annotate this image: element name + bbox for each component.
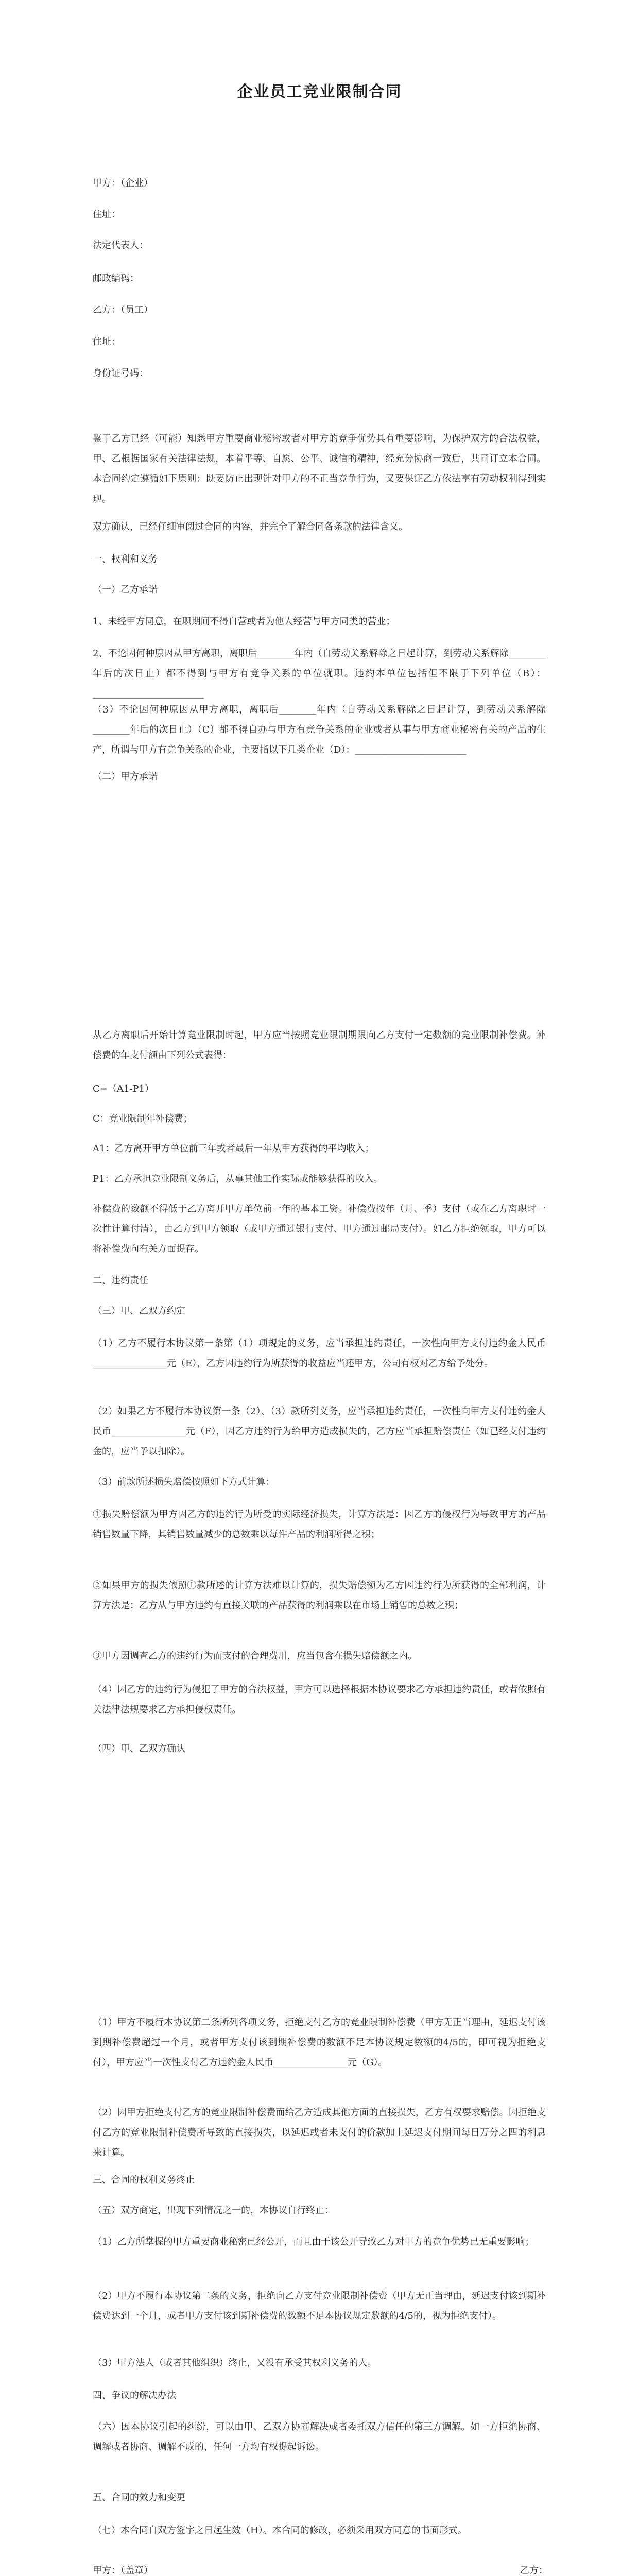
preamble-paragraph: 鉴于乙方已经（可能）知悉甲方重要商业秘密或者对甲方的竞争优势具有重要影响，为保护双方的合法权益，甲、乙根据国家有关法律法规，本着平等、自愿、公平、诚信的精神，经充分协商一致后，共同订立本合同。本合同约定遵循如下原则：既要防止出现针对甲方的不正当竞争行为，又要保证乙方依法享有劳动权利得到实现。 bbox=[93, 433, 546, 504]
formula-definition-p1: P1：乙方承担竞业限制义务后，从事其他工作实际或能够获得的收入。 bbox=[93, 1174, 383, 1184]
clause-2-3-calc-1: ①损失赔偿额为甲方因乙方的违约行为所受的实际经济损失，计算方法是：因乙方的侵权行为导致甲方的产品销售数量下降，其销售数量减少的总数乘以每件产品的利润所得之积； bbox=[93, 1509, 546, 1540]
clause-2-3-item-4: （4）因乙方的违约行为侵犯了甲方的合法权益，甲方可以选择根据本协议要求乙方承担违约责任，或者依照有关法律法规要求乙方承担侵权责任。 bbox=[93, 1684, 546, 1715]
clause-3-5-item-1: （1）乙方所掌握的甲方重要商业秘密已经公开，而且由于该公开导致乙方对甲方的竞争优势已无重要影响； bbox=[93, 2236, 534, 2247]
signature-party-a: 甲方：（盖章） bbox=[93, 2565, 153, 2576]
party-b-address: 住址： bbox=[93, 336, 120, 347]
clause-2-3-calc-2: ②如果甲方的损失依照①款所述的计算方法难以计算的，损失赔偿额为乙方因违约行为所获得的全部利润，计算方法是：乙方从与甲方违约有直接关联的产品获得的利润乘以在市场上销售的总数之积； bbox=[93, 1580, 546, 1611]
clause-1-1-item-1: 1、未经甲方同意，在职期间不得自营或者为他人经营与甲方同类的营业； bbox=[93, 616, 395, 627]
clause-2-3-item-1: （1）乙方不履行本协议第一条第（1）项规定的义务，应当承担违约责任，一次性向甲方支付违约金人民币________________元（E），乙方因违约行为所获得的收益应当还甲方，公司有权对乙方给予处分。 bbox=[93, 1338, 546, 1369]
clause-1-1-item-2: 2、不论因何种原因从甲方离职，离职后________年内（自劳动关系解除之日起计算，到劳动关系解除________年后的次日止）都不得到与甲方有竞争关系的单位就职。违约本单位包括但不限于下列单位（B）：________________________ bbox=[93, 648, 546, 699]
clause-3-5-item-3: （3）甲方法人（或者其他组织）终止，又没有承受其权利义务的人。 bbox=[93, 2358, 377, 2368]
clause-2-4-item-1: （1）甲方不履行本协议第二条所列各项义务，拒绝支付乙方的竞业限制补偿费（甲方无正当理由，延迟支付该到期补偿费超过一个月，或者甲方支付该到期补偿费的数额不足本协议规定数额的4/5的，即可视为拒绝支付），甲方应当一次性支付乙方违约金人民币________________元（G）。 bbox=[93, 2017, 546, 2068]
postcode: 邮政编码： bbox=[93, 273, 139, 284]
clause-1-1-item-3: （3）不论因何种原因从甲方离职，离职后________年内（自劳动关系解除之日起计算，到劳动关系解除________年后的次日止）（C）都不得自办与甲方有竞争关系的企业或者从事与甲方商业秘密有关的产品的生产，所谓与甲方有竞争关系的企业，主要指以下几类企业（D）：________________________ bbox=[93, 704, 546, 755]
clause-2-3-item-2: （2）如果乙方不履行本协议第一条（2）、（3）款所列义务，应当承担违约责任，一次性向甲方支付违约金人民币________________元（F），因乙方违约行为给甲方造成损失的，乙方应当承担赔偿责任（如已经支付违约金的，应当予以扣除）。 bbox=[93, 1406, 546, 1457]
clause-2-3-item-3: （3）前款所述损失赔偿按照如下方式计算： bbox=[93, 1477, 275, 1487]
clause-1-2-paragraph-1: 从乙方离职后开始计算竞业限制时起，甲方应当按照竞业限制期限向乙方支付一定数额的竞业限制补偿费。补偿费的年支付额由下列公式表得： bbox=[93, 1030, 546, 1061]
signature-party-b: 乙方： bbox=[520, 2565, 548, 2576]
party-a-address: 住址： bbox=[93, 209, 120, 220]
clause-3-5-item-2: （2）甲方不履行本协议第二条的义务，拒绝向乙方支付竞业限制补偿费（甲方无正当理由，延迟支付该到期补偿费达到一个月，或者甲方支付该到期补偿费的数额不足本协议规定数额的4/5的，视为拒绝支付）。 bbox=[93, 2291, 546, 2321]
clause-2-4-item-2: （2）因甲方拒绝支付乙方的竞业限制补偿费而给乙方造成其他方面的直接损失，乙方有权要求赔偿。因拒绝支付乙方的竞业限制补偿费所导致的直接损失，以延迟或者未支付的价款加上延迟支付期间每日万分之四的利息来计算。 bbox=[93, 2107, 546, 2158]
subsection-2-heading: （二）甲方承诺 bbox=[93, 771, 158, 782]
subsection-4-heading: （四）甲、乙双方确认 bbox=[93, 1743, 185, 1754]
clause-4-6: （六）因本协议引起的纠纷，可以由甲、乙双方协商解决或者委托双方信任的第三方调解。如一方拒绝协商、调解或者协商、调解不成的，任何一方均有权提起诉讼。 bbox=[93, 2421, 546, 2452]
legal-representative: 法定代表人： bbox=[93, 240, 148, 251]
document-title: 企业员工竞业限制合同 bbox=[237, 83, 402, 101]
party-a-label: 甲方：（企业） bbox=[93, 178, 153, 189]
subsection-5-heading: （五）双方商定，出现下列情况之一的，本协议自行终止： bbox=[93, 2205, 334, 2216]
subsection-3-heading: （三）甲、乙双方约定 bbox=[93, 1306, 185, 1316]
clause-2-3-calc-3: ③甲方因调查乙方的违约行为而支付的合理费用，应当包含在损失赔偿额之内。 bbox=[93, 1651, 417, 1662]
formula-definition-a1: A1：乙方离开甲方单位前三年或者最后一年从甲方获得的平均收入； bbox=[93, 1143, 374, 1154]
confirmation-paragraph: 双方确认，已经仔细审阅过合同的内容，并完全了解合同各条款的法律含义。 bbox=[93, 521, 408, 532]
clause-1-2-paragraph-2: 补偿费的数额不得低于乙方离开甲方单位前一年的基本工资。补偿费按年（月、季）支付（或在乙方离职时一次性计算付清），由乙方到甲方领取（或甲方通过银行支付、甲方通过邮局支付）。如乙方拒绝领取，甲方可以将补偿费向有关方面提存。 bbox=[93, 1204, 546, 1255]
section-4-heading: 四、争议的解决办法 bbox=[93, 2390, 176, 2401]
id-number: 身份证号码： bbox=[93, 368, 148, 379]
subsection-1-heading: （一）乙方承诺 bbox=[93, 584, 158, 595]
section-2-heading: 二、违约责任 bbox=[93, 1275, 148, 1286]
party-b-label: 乙方：（员工） bbox=[93, 304, 153, 315]
section-5-heading: 五、合同的效力和变更 bbox=[93, 2492, 185, 2503]
clause-5-7: （七）本合同自双方签字之日起生效（H）。本合同的修改，必须采用双方同意的书面形式。 bbox=[93, 2525, 467, 2536]
compensation-formula: C=（A1-P1） bbox=[93, 1083, 154, 1094]
formula-definition-c: C：竞业限制年补偿费； bbox=[93, 1113, 193, 1124]
section-1-heading: 一、权利和义务 bbox=[93, 554, 158, 565]
section-3-heading: 三、合同的权利义务终止 bbox=[93, 2175, 195, 2185]
